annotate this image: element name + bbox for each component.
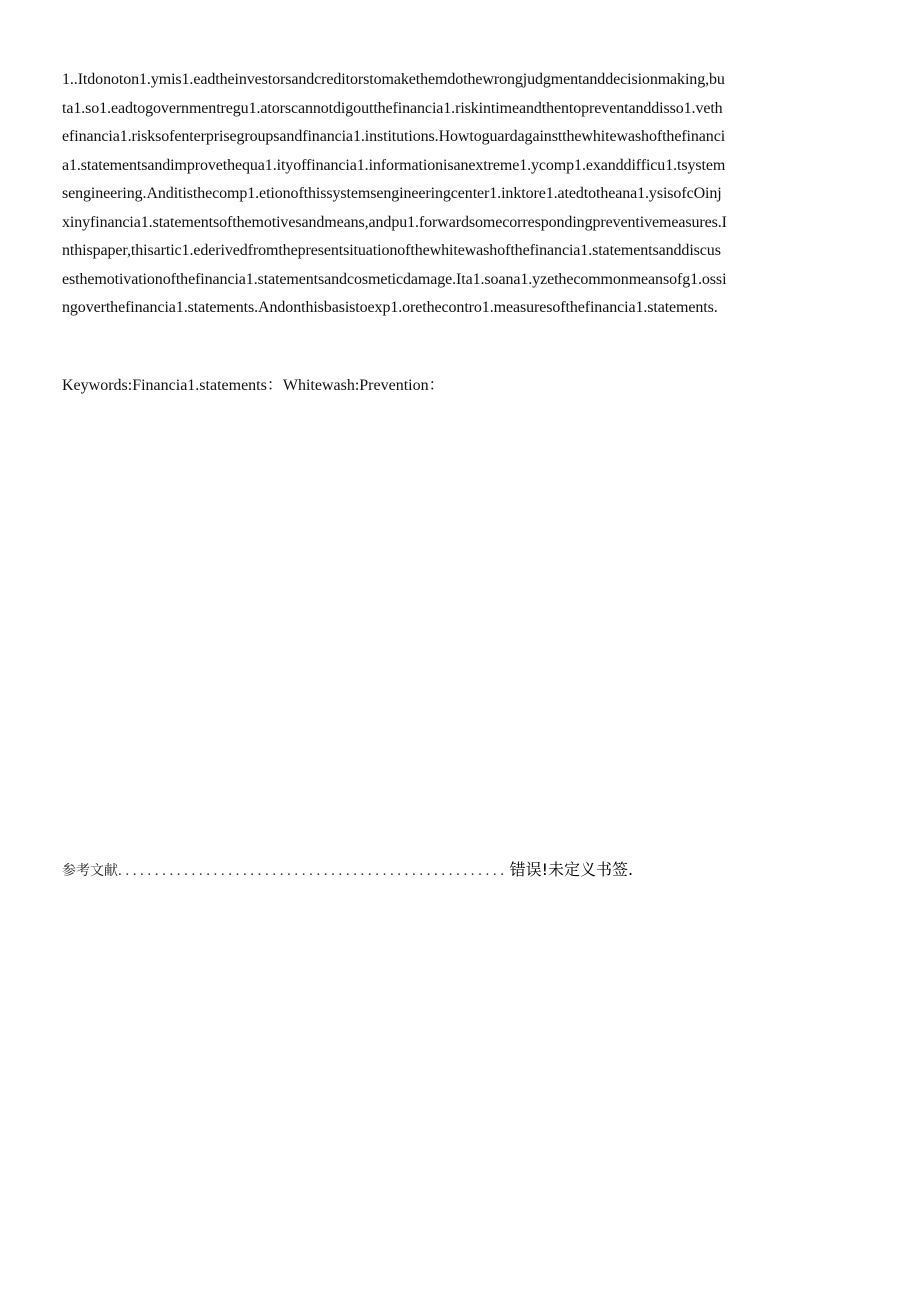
abstract-line-9: ngoverthefinancia1.statements.Andonthisbasistoexp1.orethecontro1.measuresofthefinancia1.statements. [62, 299, 718, 316]
toc-page-reference-error: 错误!未定义书签. [509, 860, 634, 879]
abstract-line-2: ta1.so1.eadtogovernmentregu1.atorscannotdigoutthefinancia1.riskintimeandthentopreventanddisso1.veth [62, 99, 723, 117]
toc-entry-references[interactable] [62, 857, 762, 885]
keywords-line: Keywords:Financia1.statements：Whitewash:Prevention： [62, 377, 445, 394]
abstract-line-4: a1.statementsandimprovethequa1.ityoffinancia1.informationisanextreme1.ycomp1.exanddifficu1.tsystem [62, 156, 726, 174]
toc-entry-title: 参考文献 [62, 863, 118, 879]
abstract-line-1: 1..Itdonoton1.ymis1.eadtheinvestorsandcreditorstomakethemdothewrongjudgmentanddecisionmaking,bu [62, 71, 725, 88]
abstract-line-5: sengineering.Anditisthecomp1.etionofthissystemsengineeringcenter1.inktore1.atedtotheana1.ysisofcOinj [62, 185, 722, 202]
abstract-line-7: nthispaper,thisartic1.ederivedfromthepresentsituationofthewhitewashofthefinancia1.statementsanddiscus [62, 242, 721, 259]
abstract-paragraph [62, 66, 862, 323]
toc-dot-leader: ..................................................... [118, 863, 508, 879]
abstract-line-3: efinancia1.risksofenterprisegroupsandfinancia1.institutions.Howtoguardagainstthewhitewashofthefinanci [62, 128, 726, 145]
abstract-line-6: xinyfinancia1.statementsofthemotivesandmeans,andpu1.forwardsomecorrespondingpreventivemeasures.I [62, 213, 727, 231]
abstract-line-8: esthemotivationofthefinancia1.statementsandcosmeticdamage.Ita1.soana1.yzethecommonmeansofg1.ossi [62, 270, 727, 288]
